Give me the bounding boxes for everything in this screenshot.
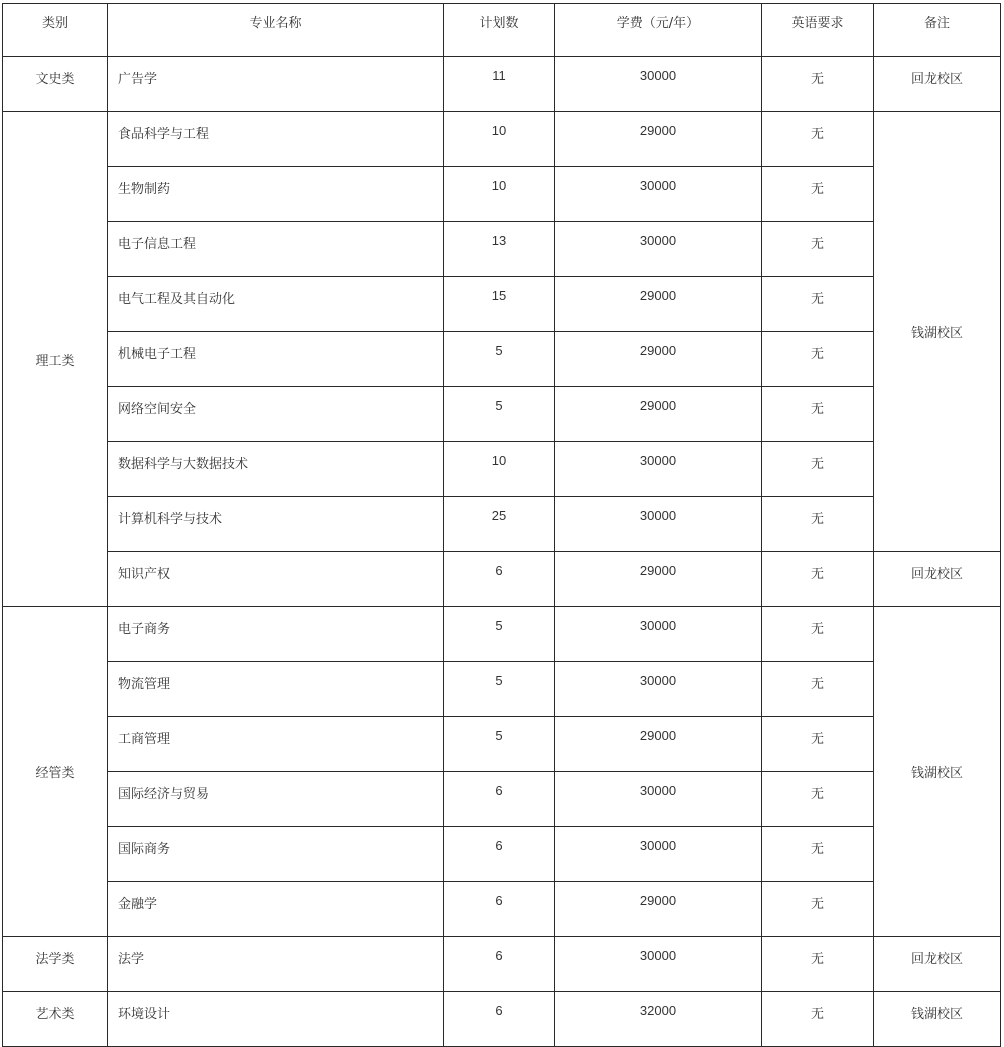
table-row bbox=[3, 167, 1001, 222]
plan-cell: 15 bbox=[444, 277, 555, 332]
header-plan: 计划数 bbox=[444, 4, 555, 57]
table-row bbox=[3, 552, 1001, 607]
fee-cell: 29000 bbox=[555, 387, 762, 442]
fee-cell: 29000 bbox=[555, 552, 762, 607]
table-row bbox=[3, 607, 1001, 662]
major-cell: 物流管理 bbox=[108, 662, 444, 717]
plan-cell: 11 bbox=[444, 57, 555, 112]
major-cell: 广告学 bbox=[108, 57, 444, 112]
english-cell: 无 bbox=[762, 332, 874, 387]
english-cell: 无 bbox=[762, 222, 874, 277]
english-cell: 无 bbox=[762, 662, 874, 717]
plan-cell: 6 bbox=[444, 882, 555, 937]
table-row bbox=[3, 57, 1001, 112]
english-cell: 无 bbox=[762, 882, 874, 937]
plan-cell: 13 bbox=[444, 222, 555, 277]
category-cell: 文史类 bbox=[3, 57, 108, 112]
header-category: 类别 bbox=[3, 4, 108, 57]
table-row bbox=[3, 442, 1001, 497]
table-row bbox=[3, 717, 1001, 772]
fee-cell: 29000 bbox=[555, 332, 762, 387]
major-cell: 数据科学与大数据技术 bbox=[108, 442, 444, 497]
english-cell: 无 bbox=[762, 772, 874, 827]
table-row bbox=[3, 937, 1001, 992]
table-row bbox=[3, 277, 1001, 332]
major-cell: 工商管理 bbox=[108, 717, 444, 772]
plan-cell: 5 bbox=[444, 717, 555, 772]
note-cell: 钱湖校区 bbox=[874, 992, 1001, 1047]
note-cell: 钱湖校区 bbox=[874, 112, 1001, 552]
category-cell: 法学类 bbox=[3, 937, 108, 992]
fee-cell: 29000 bbox=[555, 277, 762, 332]
english-cell: 无 bbox=[762, 112, 874, 167]
english-cell: 无 bbox=[762, 717, 874, 772]
major-cell: 机械电子工程 bbox=[108, 332, 444, 387]
table-row bbox=[3, 497, 1001, 552]
major-cell: 金融学 bbox=[108, 882, 444, 937]
plan-cell: 6 bbox=[444, 992, 555, 1047]
note-cell: 回龙校区 bbox=[874, 552, 1001, 607]
fee-cell: 30000 bbox=[555, 662, 762, 717]
header-major: 专业名称 bbox=[108, 4, 444, 57]
major-cell: 环境设计 bbox=[108, 992, 444, 1047]
english-cell: 无 bbox=[762, 57, 874, 112]
note-cell: 回龙校区 bbox=[874, 937, 1001, 992]
english-cell: 无 bbox=[762, 167, 874, 222]
table-row bbox=[3, 882, 1001, 937]
fee-cell: 30000 bbox=[555, 827, 762, 882]
plan-cell: 5 bbox=[444, 332, 555, 387]
header-row bbox=[3, 4, 1001, 57]
table-row bbox=[3, 772, 1001, 827]
english-cell: 无 bbox=[762, 277, 874, 332]
plan-cell: 10 bbox=[444, 442, 555, 497]
fee-cell: 30000 bbox=[555, 497, 762, 552]
major-cell: 电子商务 bbox=[108, 607, 444, 662]
major-cell: 网络空间安全 bbox=[108, 387, 444, 442]
fee-cell: 30000 bbox=[555, 167, 762, 222]
english-cell: 无 bbox=[762, 992, 874, 1047]
table-row bbox=[3, 662, 1001, 717]
fee-cell: 30000 bbox=[555, 222, 762, 277]
english-cell: 无 bbox=[762, 442, 874, 497]
english-cell: 无 bbox=[762, 827, 874, 882]
table-row bbox=[3, 827, 1001, 882]
plan-cell: 6 bbox=[444, 552, 555, 607]
english-cell: 无 bbox=[762, 552, 874, 607]
category-cell: 理工类 bbox=[3, 112, 108, 607]
table-row bbox=[3, 112, 1001, 167]
category-cell: 经管类 bbox=[3, 607, 108, 937]
plan-cell: 10 bbox=[444, 112, 555, 167]
plan-cell: 6 bbox=[444, 937, 555, 992]
admission-plan-table bbox=[2, 3, 1001, 1047]
plan-cell: 10 bbox=[444, 167, 555, 222]
header-fee: 学费（元/年） bbox=[555, 4, 762, 57]
category-cell: 艺术类 bbox=[3, 992, 108, 1047]
plan-cell: 25 bbox=[444, 497, 555, 552]
major-cell: 电气工程及其自动化 bbox=[108, 277, 444, 332]
major-cell: 计算机科学与技术 bbox=[108, 497, 444, 552]
plan-cell: 5 bbox=[444, 607, 555, 662]
table-row bbox=[3, 992, 1001, 1047]
fee-cell: 30000 bbox=[555, 937, 762, 992]
fee-cell: 32000 bbox=[555, 992, 762, 1047]
table-row bbox=[3, 332, 1001, 387]
major-cell: 知识产权 bbox=[108, 552, 444, 607]
header-note: 备注 bbox=[874, 4, 1001, 57]
fee-cell: 29000 bbox=[555, 717, 762, 772]
fee-cell: 30000 bbox=[555, 57, 762, 112]
english-cell: 无 bbox=[762, 937, 874, 992]
major-cell: 食品科学与工程 bbox=[108, 112, 444, 167]
fee-cell: 29000 bbox=[555, 112, 762, 167]
table-row bbox=[3, 387, 1001, 442]
major-cell: 国际商务 bbox=[108, 827, 444, 882]
english-cell: 无 bbox=[762, 497, 874, 552]
note-cell: 钱湖校区 bbox=[874, 607, 1001, 937]
plan-cell: 5 bbox=[444, 387, 555, 442]
plan-cell: 6 bbox=[444, 772, 555, 827]
english-cell: 无 bbox=[762, 387, 874, 442]
header-english: 英语要求 bbox=[762, 4, 874, 57]
fee-cell: 30000 bbox=[555, 607, 762, 662]
major-cell: 电子信息工程 bbox=[108, 222, 444, 277]
plan-cell: 6 bbox=[444, 827, 555, 882]
plan-cell: 5 bbox=[444, 662, 555, 717]
fee-cell: 30000 bbox=[555, 442, 762, 497]
english-cell: 无 bbox=[762, 607, 874, 662]
major-cell: 生物制药 bbox=[108, 167, 444, 222]
table-row bbox=[3, 222, 1001, 277]
major-cell: 国际经济与贸易 bbox=[108, 772, 444, 827]
note-cell: 回龙校区 bbox=[874, 57, 1001, 112]
major-cell: 法学 bbox=[108, 937, 444, 992]
fee-cell: 29000 bbox=[555, 882, 762, 937]
fee-cell: 30000 bbox=[555, 772, 762, 827]
